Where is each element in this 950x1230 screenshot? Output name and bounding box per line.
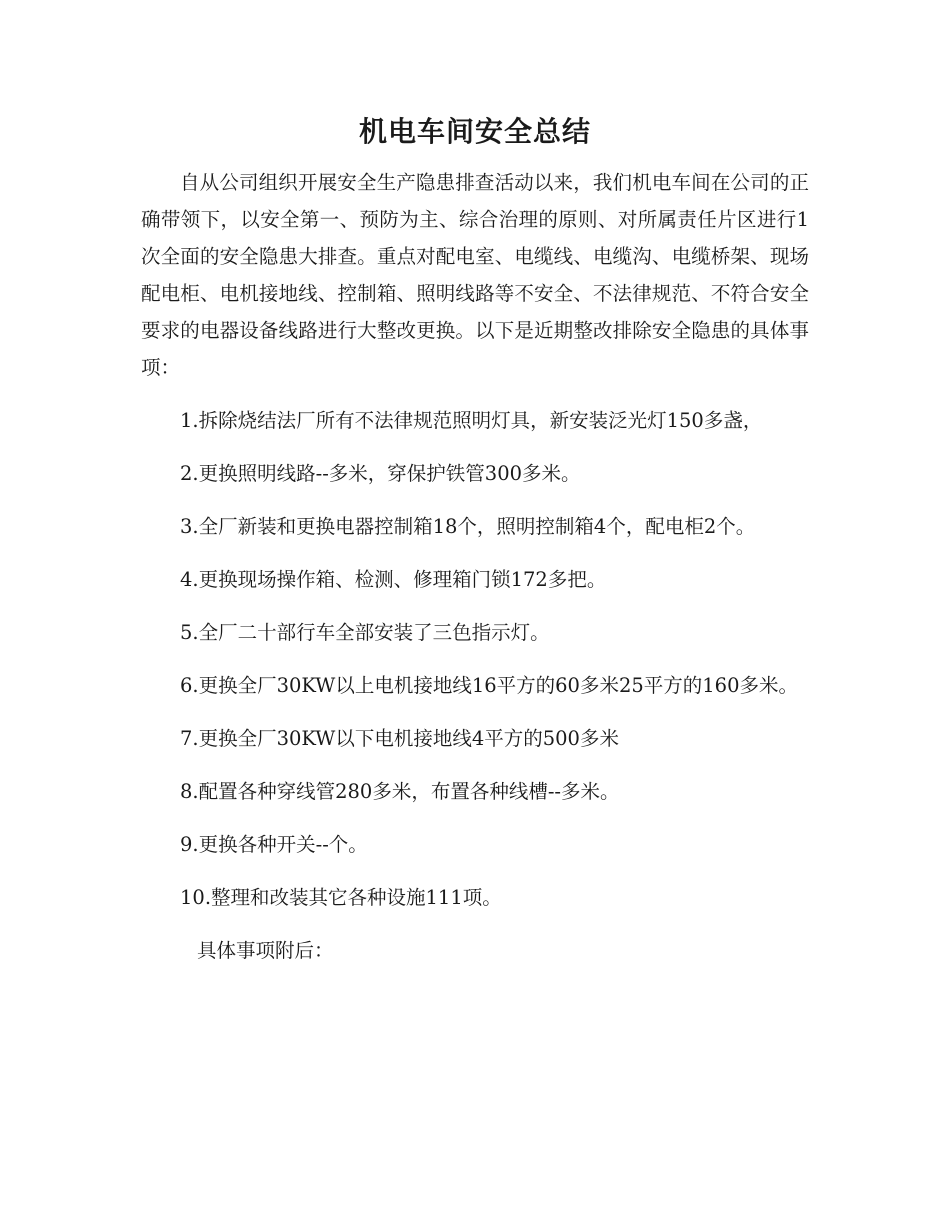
list-item: 7.更换全厂30KW以下电机接地线4平方的500多米 — [180, 727, 619, 750]
list-item: 2.更换照明线路--多米，穿保护铁管300多米。 — [180, 462, 581, 485]
list-item: 6.更换全厂30KW以上电机接地线16平方的60多米25平方的160多米。 — [180, 674, 798, 697]
intro-paragraph: 自从公司组织开展安全生产隐患排查活动以来，我们机电车间在公司的正确带领下，以安全第一、预防为主、综合治理的原则、对所属责任片区进行1次全面的安全隐患大排查。重点对配电室、电缆线、电缆沟、电缆桥架、现场配电柜、电机接地线、控制箱、照明线路等不安全、不法律规范、不符合安全要求的电器设备线路进行大整改更换。以下是近期整改排除安全隐患的具体事项： — [141, 171, 809, 379]
list-item: 5.全厂二十部行车全部安装了三色指示灯。 — [180, 621, 550, 644]
list-item: 4.更换现场操作箱、检测、修理箱门锁172多把。 — [180, 568, 607, 591]
list-item: 10.整理和改装其它各种设施111项。 — [180, 886, 502, 909]
list-item: 3.全厂新装和更换电器控制箱18个，照明控制箱4个，配电柜2个。 — [180, 515, 756, 538]
list-item: 1.拆除烧结法厂所有不法律规范照明灯具，新安装泛光灯150多盏， — [180, 409, 763, 432]
item-list — [141, 402, 809, 916]
list-item: 9.更换各种开关--个。 — [180, 833, 368, 856]
document-title: 机电车间安全总结 — [358, 115, 591, 148]
document-body — [141, 164, 809, 969]
list-item: 8.配置各种穿线管280多米，布置各种线槽--多米。 — [180, 780, 620, 803]
closing-note: 具体事项附后： — [197, 939, 334, 962]
